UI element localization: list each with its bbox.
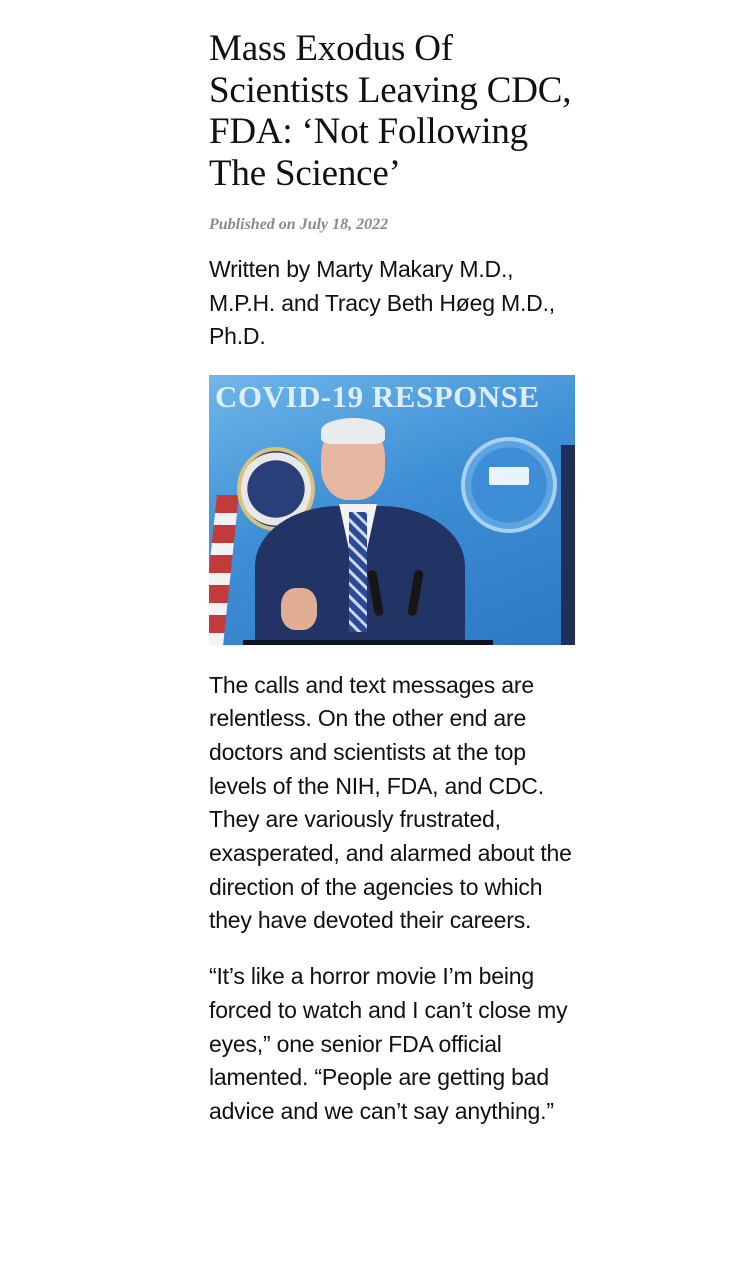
american-flag-graphic [209,495,239,645]
article-paragraph: The calls and text messages are relentless. On the other end are doctors and scientists at the top levels of the NIH, FDA, and CDC. They are variously frustrated, exasperated, and alarmed about the direction of the agencies to which they have devoted their careers. [209,671,572,934]
article-title: Mass Exodus Of Scientists Leaving CDC, FDA: ‘Not Following The Science’ [209,28,572,194]
image-banner-text: COVID-19 RESPONSE [215,378,540,414]
speaker-figure [247,420,477,645]
article-hero-image [209,375,575,645]
hand-shape [281,588,317,630]
published-date: Published on July 18, 2022 [209,216,389,233]
hair-shape [321,418,385,444]
article [209,28,579,1129]
tie-shape [349,512,367,632]
article-paragraph: “It’s like a horror movie I’m being forced to watch and I can’t close my eyes,” one senior FDA official lamented. “People are getting bad advice and we can’t say anything.” [209,963,568,1124]
navy-flag-graphic [561,445,575,645]
podium-edge [243,640,493,645]
author-byline: Written by Marty Makary M.D., M.P.H. and Tracy Beth Høeg M.D., Ph.D. [209,256,555,349]
